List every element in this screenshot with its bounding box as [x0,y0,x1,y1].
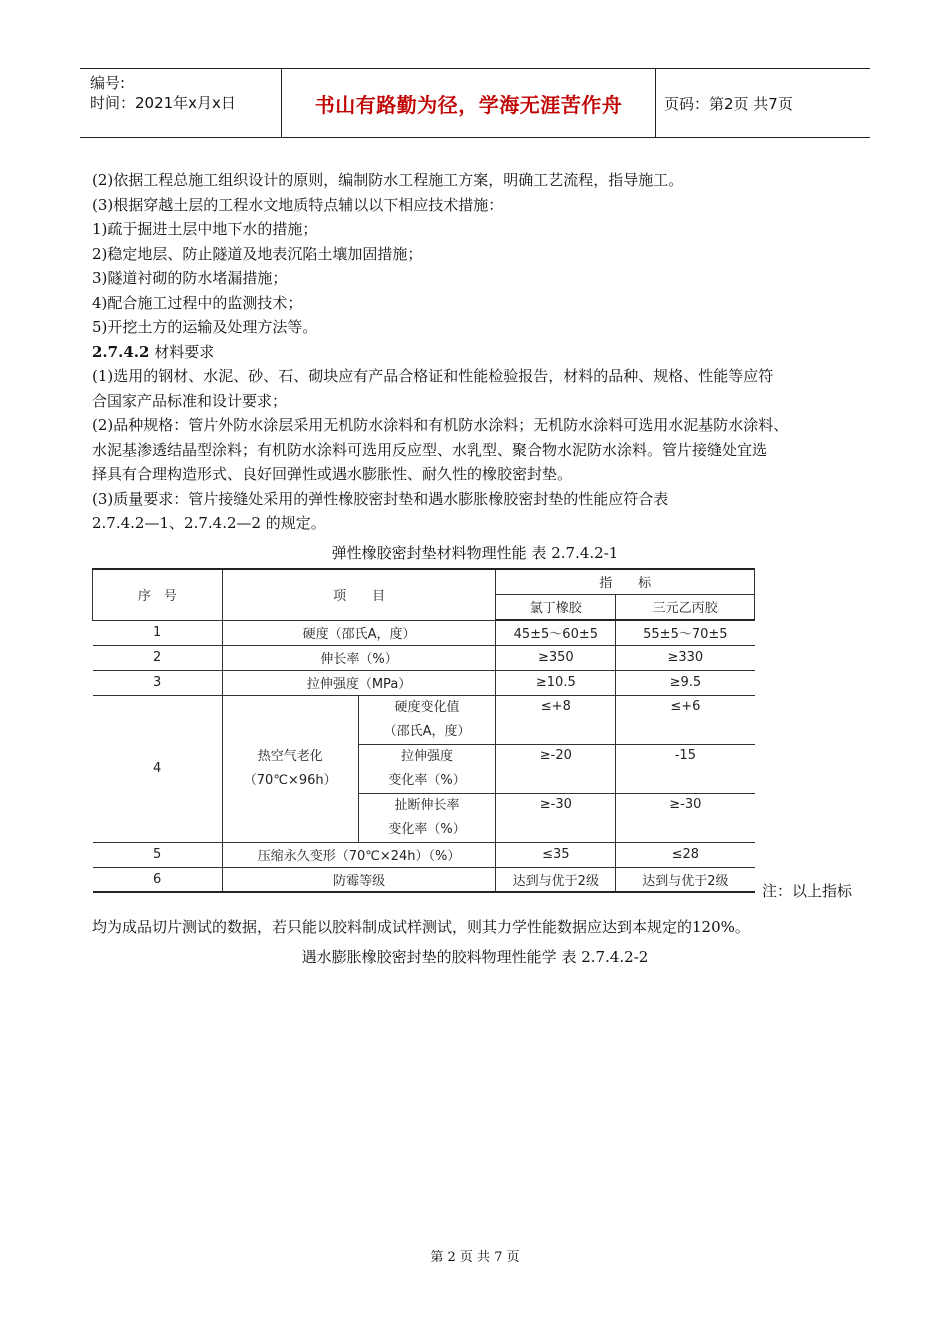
page-footer: 第 2 页 共 7 页 [430,1250,520,1265]
value-cell: ≥-30 [616,793,755,842]
group-condition: （70℃×96h） [243,772,337,788]
table-row [93,620,755,645]
group-cell [222,695,358,842]
table-row [93,645,755,670]
paragraph: 水泥基渗透结晶型涂料；有机防水涂料可选用反应型、水乳型、聚合物水泥防水涂料。管片接缝处宜选 [92,440,768,459]
sub-item-line: （邵氏A，度） [383,723,471,739]
paragraph: 2.7.4.2—1、2.7.4.2—2 的规定。 [92,514,326,532]
seq-cell: 3 [93,670,223,695]
number-label: 编号: [90,74,126,92]
seq-cell: 1 [93,620,223,645]
sub-item-line: 硬度变化值 [394,699,460,715]
section-number: 2.7.4.2 [92,342,150,361]
paragraph: 合国家产品标准和设计要求； [92,391,288,410]
value-cell: ≤+8 [496,695,616,744]
table-row [93,867,755,892]
paragraph: 1)疏于掘进土层中地下水的措施； [92,220,318,238]
table1-caption: 弹性橡胶密封垫材料物理性能 表 2.7.4.2-1 [331,544,619,562]
sub-item-line: 变化率（%） [388,821,466,837]
group-label: 热空气老化 [257,748,323,764]
sub-item-line: 扯断伸长率 [394,797,460,813]
table-row [93,842,755,867]
body-text [92,168,872,536]
item-cell: 硬度（邵氏A，度） [222,620,496,645]
header-index: 指 标 [496,569,755,594]
item-cell: 防霉等级 [222,867,496,892]
page-header [80,68,870,138]
table-row [93,670,755,695]
sub-item-cell [358,793,496,842]
value-cell: ≥-20 [496,744,616,793]
value-cell: ≤35 [496,842,616,867]
sub-item-line: 变化率（%） [388,772,466,788]
value-cell: -15 [616,744,755,793]
value-cell: ≤+6 [616,695,755,744]
header-col-epdm: 三元乙丙胶 [616,594,755,620]
paragraph: 4)配合施工过程中的监测技术； [92,293,303,312]
paragraph: 择具有合理构造形式、良好回弹性或遇水膨胀性、耐久性的橡胶密封垫。 [92,465,573,483]
value-cell: ≥9.5 [616,670,755,695]
item-cell: 伸长率（%） [222,645,496,670]
paragraph: (3)根据穿越土层的工程水文地质特点辅以以下相应技术措施： [92,195,504,214]
paragraph: (3)质量要求：管片接缝处采用的弹性橡胶密封垫和遇水膨胀橡胶密封垫的性能应符合表 [92,489,669,508]
note-continuation: 均为成品切片测试的数据，若只能以胶料制成试样测试，则其力学性能数据应达到本规定的120%。 [92,918,750,936]
paragraph: 2)稳定地层、防止隧道及地表沉陷土壤加固措施； [92,244,423,263]
page-number-label: 页码：第2页 共7页 [664,94,793,113]
paragraph: (1)选用的钢材、水泥、砂、石、砌块应有产品合格证和性能检验报告，材料的品种、规格、性能等应符 [92,367,774,385]
header-col-chloroprene: 氯丁橡胶 [496,594,616,620]
sub-item-cell [358,744,496,793]
paragraph: (2)品种规格：管片外防水涂层采用无机防水涂料和有机防水涂料；无机防水涂料可选用水泥基防水涂料、 [92,416,789,434]
item-cell: 压缩永久变形（70℃×24h）（%） [222,842,496,867]
value-cell: ≥330 [616,645,755,670]
value-cell: 达到与优于2级 [616,867,755,892]
note-start: 注：以上指标 [762,882,853,900]
value-cell: 达到与优于2级 [496,867,616,892]
seq-cell: 4 [93,695,223,842]
header-left-cell [80,69,282,137]
paragraph: 3)隧道衬砌的防水堵漏措施； [92,269,288,287]
seq-cell: 6 [93,867,223,892]
sub-item-line: 拉伸强度 [401,748,454,764]
sub-item-cell [358,695,496,744]
table2-caption: 遇水膨胀橡胶密封垫的胶料物理性能学 表 2.7.4.2-2 [301,948,649,966]
seq-cell: 5 [93,842,223,867]
seq-cell: 2 [93,645,223,670]
value-cell: ≤28 [616,842,755,867]
motto: 书山有路勤为径，学海无涯苦作舟 [282,69,656,137]
value-cell: 55±5～70±5 [616,620,755,645]
table-row [93,695,755,744]
material-properties-table [92,568,755,893]
header-item: 项 目 [222,569,496,620]
time-label: 时间：2021年x月x日 [90,94,236,112]
section-heading [92,340,872,365]
item-cell: 拉伸强度（MPa） [222,670,496,695]
value-cell: ≥-30 [496,793,616,842]
header-seq: 序 号 [93,569,223,620]
value-cell: ≥350 [496,645,616,670]
value-cell: ≥10.5 [496,670,616,695]
value-cell: 45±5～60±5 [496,620,616,645]
paragraph: 5)开挖土方的运输及处理方法等。 [92,318,318,336]
paragraph: (2)依据工程总施工组织设计的原则，编制防水工程施工方案，明确工艺流程，指导施工。 [92,171,684,189]
section-title: 材料要求 [154,342,215,361]
